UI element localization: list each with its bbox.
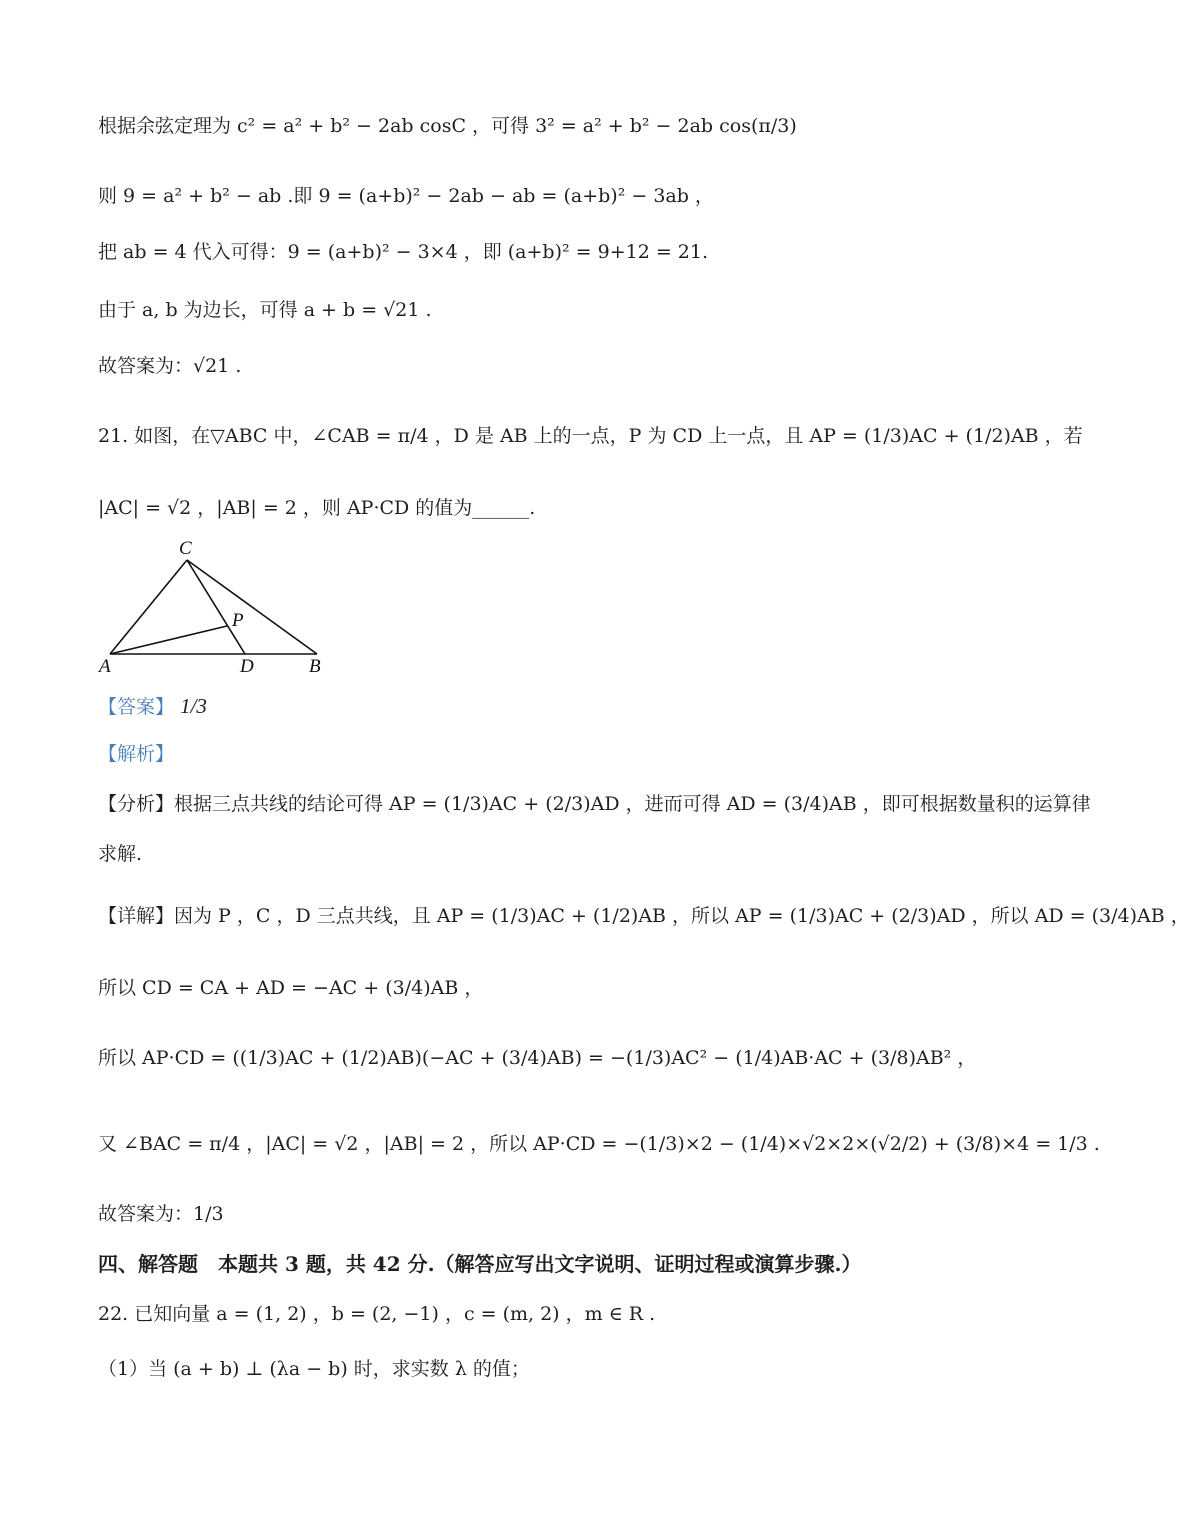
analysis-line1: 【分析】根据三点共线的结论可得 AP = (1/3)AC + (2/3)AD ，进而可得 AD = (3/4)AB ，即可根据数量积的运算律 — [98, 793, 1091, 815]
label-c: C — [179, 538, 192, 559]
edge-ac — [110, 560, 187, 654]
text-line-side-length: 由于 a, b 为边长，可得 a + b = √21 . — [98, 299, 432, 321]
answer-value: 1/3 — [180, 694, 207, 718]
triangle-figure — [95, 536, 335, 678]
answer-label: 【答案】 — [98, 696, 175, 718]
question-22: 22. 已知向量 a = (1, 2) ，b = (2, −1) ，c = (m, 2) ，m ∈ R . — [98, 1303, 656, 1325]
text-line-substitute: 把 ab = 4 代入可得：9 = (a+b)² − 3×4 ，即 (a+b)² = 9+12 = 21. — [98, 241, 709, 263]
answer-row — [98, 692, 207, 721]
label-d: D — [240, 656, 254, 677]
detail-line2: 所以 CD = CA + AD = −AC + (3/4)AB ， — [98, 977, 484, 999]
edge-cb — [187, 560, 317, 654]
question-21-line2: |AC| = √2 ，|AB| = 2 ，则 AP·CD 的值为______. — [98, 497, 536, 519]
detail-line4: 又 ∠BAC = π/4 ，|AC| = √2 ，|AB| = 2 ，所以 AP·CD = −(1/3)×2 − (1/4)×√2×2×(√2/2) + (3/8)×4 = 1/3 . — [98, 1133, 1100, 1155]
edge-ap — [110, 626, 227, 654]
question-22-part1: （1）当 (a + b) ⊥ (λa − b) 时，求实数 λ 的值； — [98, 1358, 530, 1380]
detail-line5: 故答案为：1/3 — [98, 1203, 224, 1225]
edge-cd — [187, 560, 245, 654]
detail-line1: 【详解】因为 P ，C ，D 三点共线，且 AP = (1/3)AC + (1/2)AB ，所以 AP = (1/3)AC + (2/3)AD ，所以 AD = (3/4)AB ， — [98, 905, 1190, 927]
text-line-cosine-law: 根据余弦定理为 c² = a² + b² − 2ab cosC ，可得 3² = a² + b² − 2ab cos(π/3) — [98, 115, 797, 137]
analysis-label: 【解析】 — [98, 743, 175, 765]
text-line-answer-20: 故答案为：√21 . — [98, 355, 242, 377]
question-21-line1: 21. 如图，在▽ABC 中，∠CAB = π/4 ，D 是 AB 上的一点，P 为 CD 上一点，且 AP = (1/3)AC + (1/2)AB ，若 — [98, 425, 1083, 447]
analysis-line2: 求解. — [98, 843, 143, 865]
label-b: B — [309, 656, 321, 677]
text-line-expand: 则 9 = a² + b² − ab .即 9 = (a+b)² − 2ab − ab = (a+b)² − 3ab ， — [98, 185, 714, 207]
section-4-heading: 四、解答题 本题共 3 题，共 42 分.（解答应写出文字说明、证明过程或演算步骤.） — [98, 1252, 862, 1276]
label-p: P — [232, 610, 244, 631]
detail-line3: 所以 AP·CD = ((1/3)AC + (1/2)AB)(−AC + (3/4)AB) = −(1/3)AC² − (1/4)AB·AC + (3/8)AB² ， — [98, 1047, 977, 1069]
label-a: A — [99, 656, 111, 677]
